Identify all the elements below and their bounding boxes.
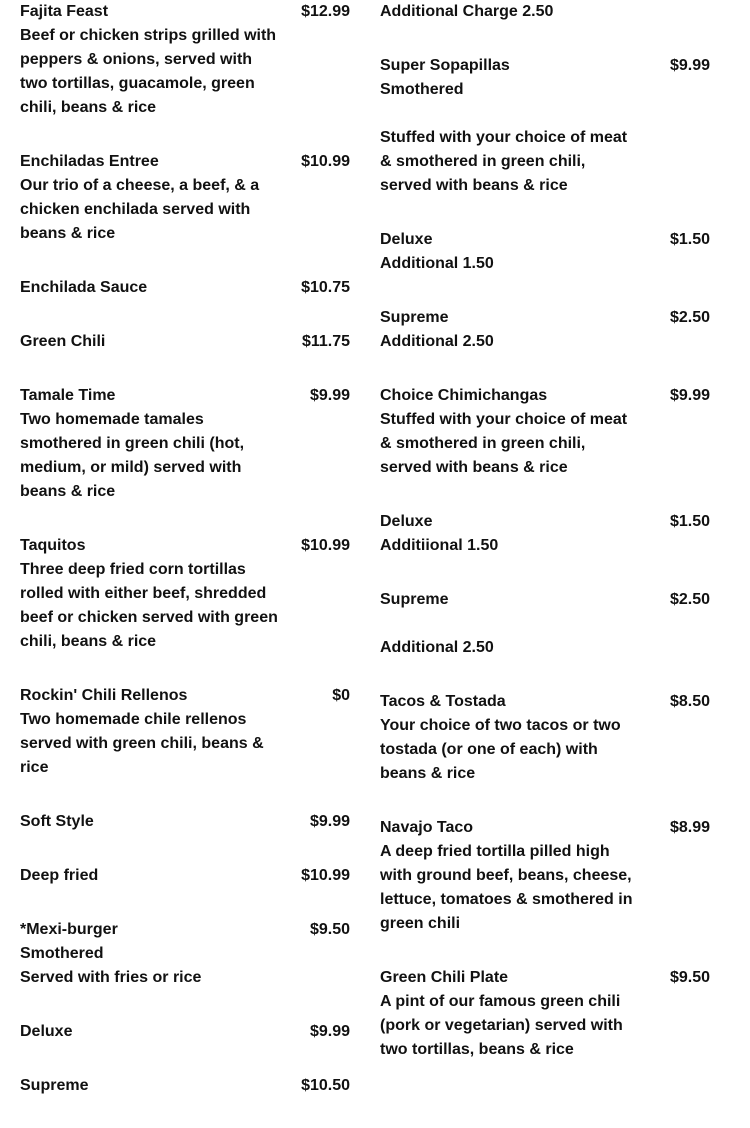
menu-item-detail: A pint of our famous green chili (pork or vegetarian) served with two tortillas, beans & rice xyxy=(380,993,623,1058)
menu-item-detail: Additional 2.50 xyxy=(380,639,494,656)
menu-item-price: $9.99 xyxy=(669,387,710,404)
menu-item xyxy=(20,276,350,300)
menu-item-name: Deluxe xyxy=(380,231,433,248)
menu-item-text xyxy=(20,918,280,990)
menu-item-detail: Additional 2.50 xyxy=(380,333,494,350)
menu-item-detail: Served with fries or rice xyxy=(20,969,202,986)
menu-item-text xyxy=(380,690,636,786)
menu-item xyxy=(20,864,350,888)
menu-item xyxy=(380,690,710,786)
menu-item-name: Deluxe xyxy=(20,1023,73,1040)
menu-item xyxy=(380,0,710,24)
menu-item xyxy=(380,966,710,1062)
menu-item-price: $10.99 xyxy=(301,537,350,554)
menu-item-name: Tamale Time xyxy=(20,387,116,404)
menu-item-text xyxy=(380,510,636,558)
menu-item-detail: Stuffed with your choice of meat & smothered in green chili, served with beans & rice xyxy=(380,129,628,194)
menu-item xyxy=(380,588,710,660)
menu-item-text xyxy=(380,588,636,660)
menu-item-name: Tacos & Tostada xyxy=(380,693,506,710)
menu-item-text xyxy=(380,816,636,936)
menu-item-price: $9.99 xyxy=(309,387,350,404)
menu-item-text xyxy=(20,1074,280,1098)
menu-item-detail: Beef or chicken strips grilled with peppers & onions, served with two tortillas, guacamole, green chili, beans & rice xyxy=(20,27,277,116)
menu-item-name: Green Chili xyxy=(20,333,106,350)
menu-item-text xyxy=(20,330,280,354)
menu-item-detail: Two homemade tamales smothered in green chili (hot, medium, or mild) served with beans & rice xyxy=(20,411,245,500)
menu-item-price: $9.99 xyxy=(309,1023,350,1040)
menu-item-text xyxy=(20,1020,280,1044)
menu-item-name: Supreme xyxy=(380,591,449,608)
menu-item-text xyxy=(20,150,280,246)
menu-item-price: $12.99 xyxy=(301,3,350,20)
menu-item-detail: Your choice of two tacos or two tostada (or one of each) with beans & rice xyxy=(380,717,621,782)
menu-item-price: $9.50 xyxy=(669,969,710,986)
menu-item-text xyxy=(380,306,636,354)
menu-item-name: Fajita Feast xyxy=(20,3,109,20)
menu-item-price: $10.50 xyxy=(301,1077,350,1094)
menu-item-price: $10.75 xyxy=(301,279,350,296)
menu-item-name: Supreme xyxy=(380,309,449,326)
menu-item-price: $1.50 xyxy=(669,231,710,248)
menu-item xyxy=(380,306,710,354)
menu-item-price: $9.99 xyxy=(309,813,350,830)
menu-item-detail: Our trio of a cheese, a beef, & a chicken enchilada served with beans & rice xyxy=(20,177,260,242)
menu-item-name: Supreme xyxy=(20,1077,89,1094)
menu-item-price: $8.50 xyxy=(669,693,710,710)
menu-column-right xyxy=(380,0,710,1092)
menu-item-detail: Two homemade chile rellenos served with green chili, beans & rice xyxy=(20,711,264,776)
menu-item xyxy=(20,384,350,504)
menu-item xyxy=(20,534,350,654)
menu-item-price: $9.50 xyxy=(309,921,350,938)
menu-item-name: Deep fried xyxy=(20,867,99,884)
menu-item-text xyxy=(20,684,280,780)
menu-item xyxy=(20,150,350,246)
menu-item-name: Taquitos xyxy=(20,537,86,554)
menu-item xyxy=(380,54,710,198)
menu-item xyxy=(20,810,350,834)
menu-item-text xyxy=(380,228,636,276)
menu-item-detail xyxy=(380,612,636,636)
menu-item-detail: Smothered xyxy=(20,945,104,962)
menu-item xyxy=(20,684,350,780)
menu-item-text xyxy=(380,384,636,480)
menu-item-text xyxy=(20,384,280,504)
menu-item-name: Soft Style xyxy=(20,813,94,830)
menu-item-name: Additional Charge 2.50 xyxy=(380,3,554,20)
menu-item xyxy=(20,918,350,990)
menu-item-name: Super Sopapillas xyxy=(380,57,510,74)
menu-item-price: $2.50 xyxy=(669,591,710,608)
menu-item-name: Enchiladas Entree xyxy=(20,153,159,170)
menu-item xyxy=(20,330,350,354)
menu-item xyxy=(20,1020,350,1044)
menu-item xyxy=(380,816,710,936)
menu-item-price: $9.99 xyxy=(669,57,710,74)
menu-item-detail: Stuffed with your choice of meat & smothered in green chili, served with beans & rice xyxy=(380,411,628,476)
menu-item-detail: A deep fried tortilla pilled high with ground beef, beans, cheese, lettuce, tomatoes & smothered in green chili xyxy=(380,843,633,932)
menu-item xyxy=(380,228,710,276)
menu-item-price: $10.99 xyxy=(301,153,350,170)
menu-item-name: Rockin' Chili Rellenos xyxy=(20,687,188,704)
menu-item-price: $2.50 xyxy=(669,309,710,326)
menu-item-name: Choice Chimichangas xyxy=(380,387,548,404)
menu-item-text xyxy=(20,810,280,834)
menu-item-detail: Smothered xyxy=(380,81,464,98)
menu-item-price: $10.99 xyxy=(301,867,350,884)
menu-item xyxy=(20,1074,350,1098)
menu-column-left xyxy=(20,0,350,1128)
menu-item-text xyxy=(20,0,280,120)
menu-item-detail: Additiional 1.50 xyxy=(380,537,499,554)
menu-item xyxy=(20,0,350,120)
menu-item-detail: Three deep fried corn tortillas rolled with either beef, shredded beef or chicken served with green chili, beans & rice xyxy=(20,561,278,650)
menu-item xyxy=(380,384,710,480)
menu-item-name: *Mexi-burger xyxy=(20,921,118,938)
menu-item-text xyxy=(380,54,636,198)
menu-item-name: Green Chili Plate xyxy=(380,969,509,986)
menu-item-text xyxy=(20,276,280,300)
menu-item-text xyxy=(20,534,280,654)
menu-item-price: $0 xyxy=(332,687,350,704)
menu-item xyxy=(380,510,710,558)
menu-item-text xyxy=(380,0,636,24)
menu-item-price: $8.99 xyxy=(669,819,710,836)
menu-item-name: Deluxe xyxy=(380,513,433,530)
menu-item-price: $1.50 xyxy=(669,513,710,530)
menu-item-text xyxy=(380,966,636,1062)
menu-item-detail: Additional 1.50 xyxy=(380,255,494,272)
menu-item-name: Navajo Taco xyxy=(380,819,474,836)
menu-item-name: Enchilada Sauce xyxy=(20,279,148,296)
menu-item-price: $11.75 xyxy=(301,333,350,350)
menu-item-detail xyxy=(380,102,636,126)
menu-item-text xyxy=(20,864,280,888)
